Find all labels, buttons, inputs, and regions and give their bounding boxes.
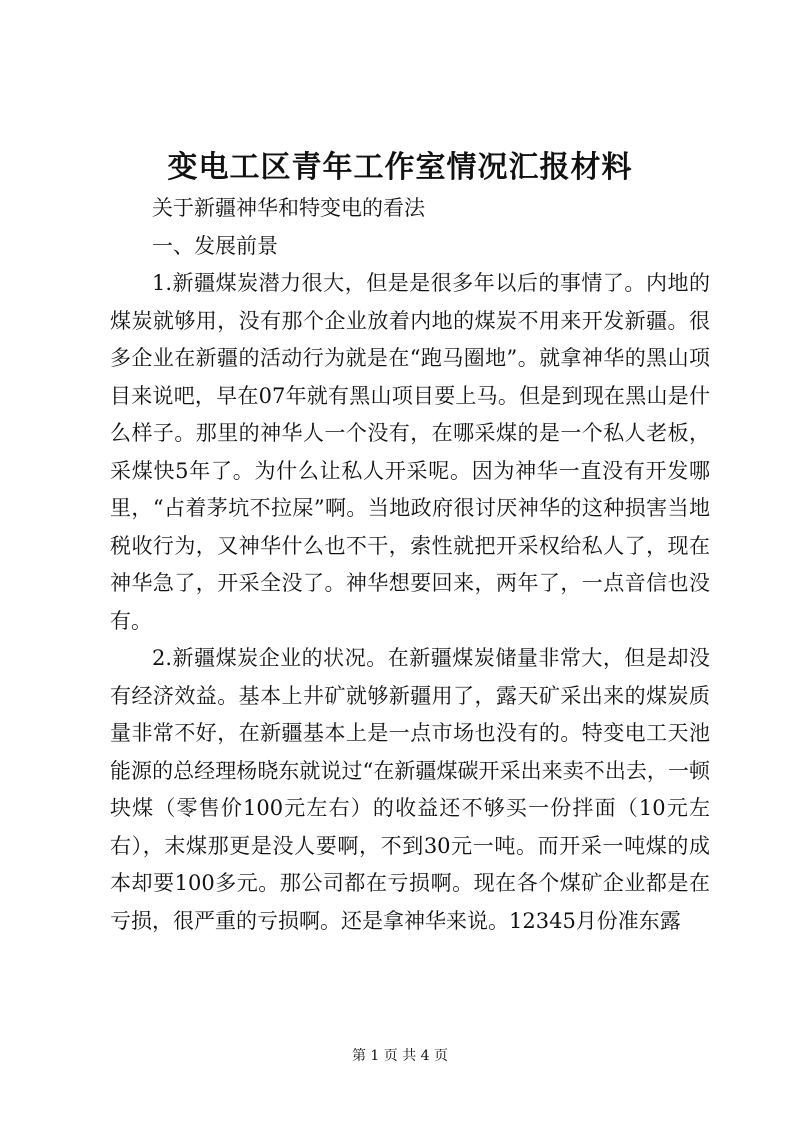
section-heading: 一、发展前景 [152,233,278,258]
subtitle-paragraph: 关于新疆神华和特变电的看法 [152,196,425,220]
body-paragraph-1: 1.新疆煤炭潜力很大，但是是很多年以后的事情了。内地的煤炭就够用，没有那个企业放着内地的煤炭不用来开发新疆。很多企业在新疆的活动行为就是在“跑马圈地”。就拿神华的黑山项目来说吧，早在07年就有黑山项目要上马。但是到现在黑山是什么样子。那里的神华人一个没有，在哪采煤的是一个私人老板，采煤快5年了。为什么让私人开采呢。因为神华一直没有开发哪里，“占着茅坑不拉屎”啊。当地政府很讨厌神华的这种损害当地税收行为，又神华什么也不干，索性就把开采权给私人了，现在神华急了，开采全没了。神华想要回来，两年了，一点音信也没有。 [110,271,710,633]
document-title: 变电工区青年工作室情况汇报材料 [167,150,633,185]
document-body [110,190,710,940]
page-footer: 第 1 页 共 4 页 [351,1048,449,1064]
body-paragraph-2: 2.新疆煤炭企业的状况。在新疆煤炭储量非常大，但是却没有经济效益。基本上井矿就够新疆用了，露天矿采出来的煤炭质量非常不好，在新疆基本上是一点市场也没有的。特变电工天池能源的总经理杨晓东就说过“在新疆煤碳开采出来卖不出去，一顿块煤（零售价100元左右）的收益还不够买一份拌面（10元左右），末煤那更是没人要啊，不到30元一吨。而开采一吨煤的成本却要100多元。那公司都在亏损啊。现在各个煤矿企业都是在亏损，很严重的亏损啊。还是拿神华来说。12345月份准东露 [110,646,710,933]
